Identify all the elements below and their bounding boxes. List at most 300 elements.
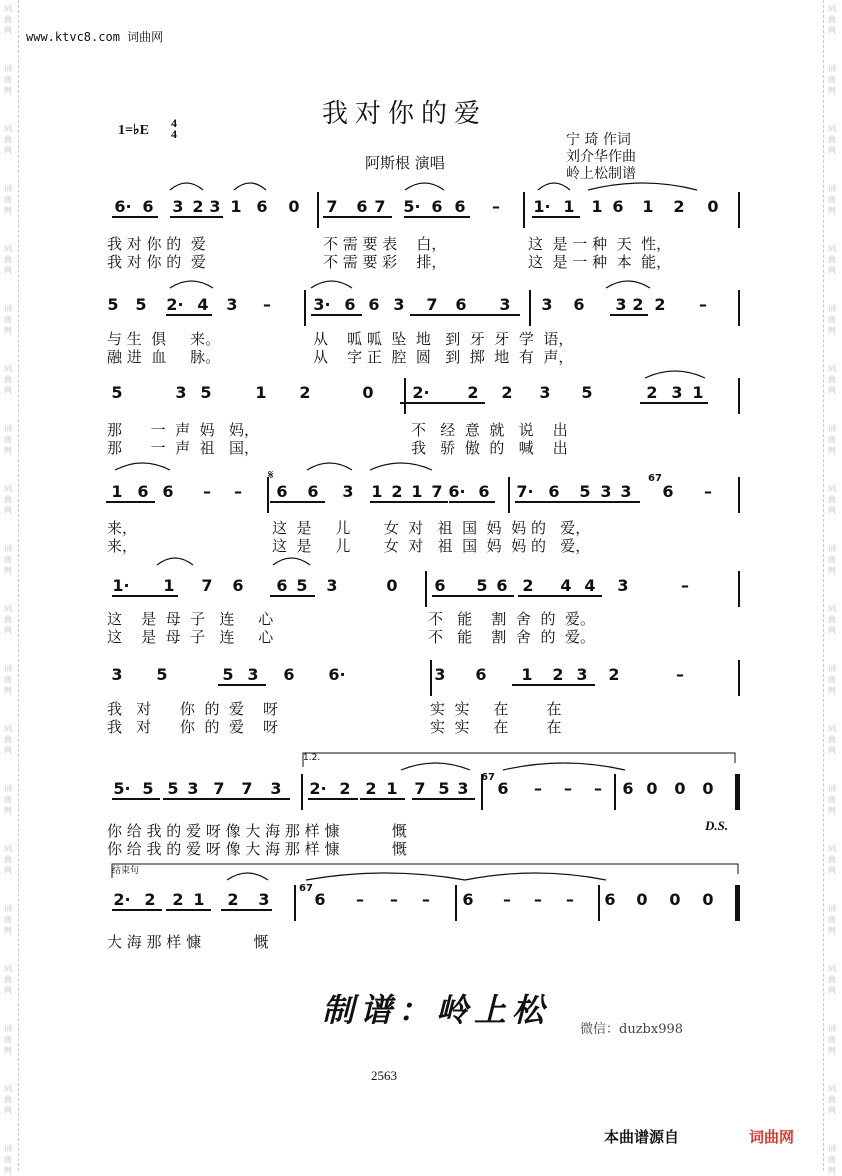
watermark-glyph: 曲	[828, 735, 836, 744]
note: 6·	[328, 665, 346, 684]
lyric-line-2: 融 进 血 脉。	[107, 348, 221, 366]
note: 2	[227, 890, 239, 909]
watermark-glyph: 网	[4, 206, 12, 215]
slur	[370, 463, 432, 470]
ending-label: 结束句	[112, 866, 140, 876]
note: 2·	[412, 383, 430, 402]
watermark-glyph: 网	[828, 146, 836, 155]
note: 6	[356, 197, 368, 216]
watermark-glyph: 词	[4, 64, 12, 73]
note: 3	[615, 295, 627, 314]
watermark-glyph: 词	[4, 244, 12, 253]
note: 2	[467, 383, 479, 402]
watermark-glyph: 曲	[4, 1155, 12, 1164]
note: –	[503, 890, 511, 909]
watermark-glyph: 曲	[4, 495, 12, 504]
watermark-glyph: 曲	[4, 1035, 12, 1044]
watermark-glyph: 网	[828, 746, 836, 755]
meter-bottom: 4	[171, 127, 177, 141]
note: 2	[522, 576, 534, 595]
note: 2	[552, 665, 564, 684]
watermark-glyph: 曲	[828, 675, 836, 684]
note: –	[390, 890, 398, 909]
lyric-line-2: 来，	[107, 537, 138, 555]
note: 7	[213, 779, 225, 798]
watermark-glyph: 网	[4, 326, 12, 335]
watermark-glyph: 曲	[4, 795, 12, 804]
note: 6	[283, 665, 295, 684]
watermark-glyph: 词	[828, 1024, 836, 1033]
watermark-glyph: 词	[828, 484, 836, 493]
note: –	[534, 779, 542, 798]
slur	[645, 371, 705, 378]
note: 6	[462, 890, 474, 909]
lyric-line-2: 这 是 儿 女 对 祖 国 妈 妈 的 爱，	[272, 537, 591, 555]
watermark-glyph: 网	[4, 26, 12, 35]
lyric-line-1: 来，	[107, 519, 138, 537]
watermark-glyph: 词	[828, 184, 836, 193]
watermark-glyph: 曲	[828, 75, 836, 84]
watermark-glyph: 曲	[828, 1155, 836, 1164]
note: 6	[475, 665, 487, 684]
watermark-glyph: 网	[4, 506, 12, 515]
lyric-line-2: 那 一 声 祖 国，	[107, 439, 259, 457]
note: 5	[107, 295, 119, 314]
watermark-glyph: 词	[4, 4, 12, 13]
watermark-glyph: 词	[828, 124, 836, 133]
slur	[157, 558, 193, 565]
watermark-glyph: 曲	[828, 255, 836, 264]
note: 3	[600, 482, 612, 501]
watermark-glyph: 词	[828, 604, 836, 613]
site-url[interactable]: www.ktvc8.com 词曲网	[26, 30, 164, 44]
watermark-glyph: 词	[4, 904, 12, 913]
watermark-glyph: 网	[828, 266, 836, 275]
note: –	[699, 295, 707, 314]
slur	[465, 873, 606, 880]
note: 5	[142, 779, 154, 798]
note: 6	[604, 890, 616, 909]
watermark-glyph: 词	[828, 724, 836, 733]
note: 2·	[309, 779, 327, 798]
slur	[307, 463, 352, 470]
slur	[234, 183, 266, 190]
watermark-glyph: 曲	[4, 315, 12, 324]
note: 2	[365, 779, 377, 798]
watermark-glyph: 曲	[828, 855, 836, 864]
note: 1	[193, 890, 205, 909]
key-signature: 1=♭E	[118, 123, 149, 138]
lyric-line-1: 从 呱 呱 坠 地 到 牙 牙 学 语，	[313, 330, 574, 348]
watermark-glyph: 词	[4, 724, 12, 733]
slur	[538, 183, 570, 190]
note: 5	[167, 779, 179, 798]
note: 7	[431, 482, 443, 501]
note: 6	[434, 576, 446, 595]
note: 6	[162, 482, 174, 501]
note: 3	[620, 482, 632, 501]
slur	[401, 763, 470, 770]
note: 2·	[113, 890, 131, 909]
watermark-glyph: 网	[4, 746, 12, 755]
watermark-glyph: 词	[828, 1084, 836, 1093]
note: 6	[573, 295, 585, 314]
watermark-glyph: 网	[4, 686, 12, 695]
lyric-line-1: 那 一 声 妈 妈，	[107, 421, 259, 439]
note: 3	[172, 197, 184, 216]
note: 1	[521, 665, 533, 684]
watermark-glyph: 曲	[828, 315, 836, 324]
note: 3	[457, 779, 469, 798]
note: 6	[455, 295, 467, 314]
watermark-glyph: 词	[828, 244, 836, 253]
watermark-glyph: 词	[828, 64, 836, 73]
note: –	[356, 890, 364, 909]
note: 2	[501, 383, 513, 402]
note: 2	[299, 383, 311, 402]
watermark-glyph: 网	[828, 566, 836, 575]
watermark-glyph: 网	[4, 986, 12, 995]
transcriber-credit: 岭上松制谱	[566, 166, 636, 182]
slur	[273, 558, 310, 565]
watermark-glyph: 网	[828, 86, 836, 95]
note: 7·	[516, 482, 534, 501]
volta-label: 1.2.	[303, 753, 321, 763]
lyric-line-2: 从 字 正 腔 圆 到 掷 地 有 声，	[313, 348, 574, 366]
note: 6	[137, 482, 149, 501]
slur	[311, 281, 352, 288]
lyric-line-1: 大 海 那 样 慷 慨	[107, 933, 269, 951]
note: –	[534, 890, 542, 909]
lyric-line-2: 不 需 要 彩 排，	[323, 253, 447, 271]
watermark-glyph: 曲	[828, 615, 836, 624]
note: 1	[255, 383, 267, 402]
note: 5	[135, 295, 147, 314]
watermark-glyph: 词	[4, 424, 12, 433]
watermark-glyph: 网	[828, 686, 836, 695]
watermark-glyph: 网	[4, 266, 12, 275]
slur	[588, 183, 697, 190]
meter-top: 4	[171, 116, 177, 130]
note: 6	[344, 295, 356, 314]
note: 1	[563, 197, 575, 216]
note: 0	[362, 383, 374, 402]
note: 5·	[403, 197, 421, 216]
watermark-glyph: 网	[4, 86, 12, 95]
note: 5	[200, 383, 212, 402]
note: 3	[258, 890, 270, 909]
lyric-line-1: 这 是 儿 女 对 祖 国 妈 妈 的 爱，	[272, 519, 591, 537]
lyricist-credit: 宁 琦 作词	[566, 132, 631, 148]
note: 1	[386, 779, 398, 798]
watermark-glyph: 词	[4, 784, 12, 793]
note: 6	[478, 482, 490, 501]
note: 6	[612, 197, 624, 216]
watermark-glyph: 曲	[4, 1095, 12, 1104]
note: –	[681, 576, 689, 595]
note: 7	[326, 197, 338, 216]
watermark-glyph: 曲	[4, 75, 12, 84]
composer-credit: 刘介华作曲	[566, 149, 636, 165]
note: 1·	[533, 197, 551, 216]
note: 6	[276, 576, 288, 595]
watermark-glyph: 词	[828, 4, 836, 13]
note: 3	[539, 383, 551, 402]
note: 2·	[166, 295, 184, 314]
ds-mark: D.S.	[705, 818, 729, 833]
note: –	[676, 665, 684, 684]
note: 6	[662, 482, 674, 501]
note: 1	[411, 482, 423, 501]
watermark-glyph: 网	[4, 926, 12, 935]
watermark-glyph: 词	[828, 904, 836, 913]
watermark-glyph: 曲	[4, 375, 12, 384]
note: 2	[632, 295, 644, 314]
watermark-glyph: 词	[4, 964, 12, 973]
watermark-glyph: 网	[828, 926, 836, 935]
note: 3	[393, 295, 405, 314]
note: 6	[368, 295, 380, 314]
note: 6	[622, 779, 634, 798]
volta-bracket	[112, 864, 738, 878]
note: 1	[163, 576, 175, 595]
watermark-glyph: 词	[828, 544, 836, 553]
watermark-glyph: 网	[828, 1166, 836, 1175]
singer-credit: 阿斯根 演唱	[365, 154, 445, 172]
note: 6	[431, 197, 443, 216]
watermark-glyph: 词	[4, 364, 12, 373]
lyric-line-1: 不 能 割 舍 的 爱。	[428, 610, 595, 628]
note: 1	[230, 197, 242, 216]
note: 6	[276, 482, 288, 501]
lyric-line-2: 你 给 我 的 爱 呀 像 大 海 那 样 慷 慨	[107, 840, 407, 858]
note: 5	[438, 779, 450, 798]
note: 1	[111, 482, 123, 501]
watermark-glyph: 曲	[4, 15, 12, 24]
note: 2	[391, 482, 403, 501]
note: 2	[144, 890, 156, 909]
note: –	[564, 779, 572, 798]
note: 3·	[313, 295, 331, 314]
slur	[503, 763, 625, 770]
grace-note: 67	[299, 883, 313, 894]
note: 6	[256, 197, 268, 216]
note: 6	[142, 197, 154, 216]
note: 2	[654, 295, 666, 314]
lyric-line-1: 与 生 俱 来。	[107, 330, 221, 348]
note: 3	[671, 383, 683, 402]
watermark-glyph: 曲	[828, 435, 836, 444]
lyric-line-1: 实 实 在 在	[430, 700, 562, 718]
source-brand[interactable]: 词曲网	[749, 1128, 795, 1146]
watermark-glyph: 词	[4, 544, 12, 553]
segno-sign: 𝄋	[268, 468, 274, 483]
note: 5	[111, 383, 123, 402]
watermark-glyph: 曲	[4, 735, 12, 744]
note: 6	[496, 576, 508, 595]
note: 7	[374, 197, 386, 216]
watermark-glyph: 曲	[828, 195, 836, 204]
note: 0	[702, 779, 714, 798]
watermark-glyph: 曲	[828, 495, 836, 504]
watermark-glyph: 曲	[828, 795, 836, 804]
note: 3	[342, 482, 354, 501]
watermark-glyph: 网	[828, 446, 836, 455]
lyric-line-2: 我 骄 傲 的 喊 出	[411, 439, 568, 457]
slur	[170, 281, 213, 288]
watermark-glyph: 网	[828, 326, 836, 335]
note: 4	[197, 295, 209, 314]
note: 3	[111, 665, 123, 684]
lyric-line-2: 实 实 在 在	[430, 718, 562, 736]
note: 0	[646, 779, 658, 798]
watermark-glyph: 词	[4, 1084, 12, 1093]
watermark-glyph: 曲	[828, 15, 836, 24]
note: 1	[371, 482, 383, 501]
watermark-glyph: 网	[4, 626, 12, 635]
slur	[606, 281, 650, 288]
note: 2	[608, 665, 620, 684]
watermark-glyph: 曲	[828, 555, 836, 564]
watermark-glyph: 网	[828, 1046, 836, 1055]
lyric-line-1: 这 是 一 种 天 性，	[528, 235, 672, 253]
lyric-line-2: 我 对 你 的 爱 呀	[107, 718, 279, 736]
slur	[115, 463, 170, 470]
watermark-glyph: 词	[828, 784, 836, 793]
watermark-glyph: 词	[4, 604, 12, 613]
note: 7	[241, 779, 253, 798]
watermark-glyph: 曲	[828, 135, 836, 144]
note: 5	[296, 576, 308, 595]
watermark-glyph: 词	[4, 304, 12, 313]
note: 0	[636, 890, 648, 909]
watermark-glyph: 网	[4, 866, 12, 875]
slur	[170, 183, 203, 190]
note: 3	[541, 295, 553, 314]
watermark-glyph: 网	[828, 806, 836, 815]
note: 1	[642, 197, 654, 216]
note: 0	[669, 890, 681, 909]
note: 0	[702, 890, 714, 909]
watermark-glyph: 词	[828, 304, 836, 313]
watermark-glyph: 词	[4, 844, 12, 853]
watermark-glyph: 曲	[4, 195, 12, 204]
note: 6	[548, 482, 560, 501]
note: 7	[414, 779, 426, 798]
note: 3	[499, 295, 511, 314]
watermark-glyph: 曲	[4, 555, 12, 564]
watermark-glyph: 网	[4, 386, 12, 395]
watermark-glyph: 网	[828, 386, 836, 395]
song-title: 我对你的爱	[322, 99, 488, 129]
note: 6·	[448, 482, 466, 501]
watermark-glyph: 网	[4, 146, 12, 155]
watermark-glyph: 词	[4, 124, 12, 133]
note: 5	[222, 665, 234, 684]
slur	[306, 873, 465, 880]
watermark-glyph: 词	[4, 664, 12, 673]
watermark-glyph: 网	[828, 866, 836, 875]
watermark-glyph: 网	[828, 506, 836, 515]
note: 3	[576, 665, 588, 684]
lyric-line-2: 这 是 一 种 本 能，	[528, 253, 672, 271]
watermark-glyph: 词	[828, 964, 836, 973]
lyric-line-2: 这 是 母 子 连 心	[107, 628, 274, 646]
note: –	[566, 890, 574, 909]
lyric-line-1: 不 经 意 就 说 出	[411, 421, 568, 439]
note: 6	[232, 576, 244, 595]
note: 2	[673, 197, 685, 216]
watermark-glyph: 网	[4, 1046, 12, 1055]
lyric-line-2: 我 对 你 的 爱	[107, 253, 206, 271]
watermark-glyph: 曲	[4, 675, 12, 684]
note: 6	[307, 482, 319, 501]
watermark-glyph: 曲	[828, 975, 836, 984]
note: 3	[187, 779, 199, 798]
watermark-glyph: 词	[828, 664, 836, 673]
note: –	[704, 482, 712, 501]
watermark-glyph: 网	[828, 1106, 836, 1115]
note: 5	[581, 383, 593, 402]
note: –	[203, 482, 211, 501]
note: 2	[172, 890, 184, 909]
watermark-glyph: 曲	[4, 435, 12, 444]
note: 3	[617, 576, 629, 595]
note: 6	[454, 197, 466, 216]
note: 3	[270, 779, 282, 798]
watermark-glyph: 曲	[828, 375, 836, 384]
note: 0	[707, 197, 719, 216]
slur	[227, 873, 268, 880]
note: 5	[156, 665, 168, 684]
note: 3	[326, 576, 338, 595]
note: 2	[339, 779, 351, 798]
watermark-glyph: 词	[4, 184, 12, 193]
note: 2	[646, 383, 658, 402]
watermark-glyph: 词	[828, 844, 836, 853]
note: –	[422, 890, 430, 909]
note: 0	[288, 197, 300, 216]
watermark-glyph: 网	[4, 1166, 12, 1175]
lyric-line-1: 不 需 要 表 白，	[323, 235, 447, 253]
watermark-glyph: 网	[4, 446, 12, 455]
lyric-line-1: 我 对 你 的 爱	[107, 235, 206, 253]
watermark-glyph: 网	[4, 566, 12, 575]
note: 3	[226, 295, 238, 314]
note: 0	[386, 576, 398, 595]
note: 3	[209, 197, 221, 216]
note: –	[263, 295, 271, 314]
note: –	[492, 197, 500, 216]
watermark-glyph: 曲	[828, 915, 836, 924]
watermark-glyph: 曲	[4, 915, 12, 924]
watermark-glyph: 词	[4, 484, 12, 493]
note: –	[594, 779, 602, 798]
watermark-glyph: 词	[4, 1024, 12, 1033]
lyric-line-1: 这 是 母 子 连 心	[107, 610, 274, 628]
note: 3	[434, 665, 446, 684]
watermark-glyph: 曲	[4, 135, 12, 144]
note: 4	[584, 576, 596, 595]
page-number: 2563	[371, 1068, 397, 1083]
grace-note: 67	[648, 473, 662, 484]
note: 3	[175, 383, 187, 402]
watermark-glyph: 词	[828, 1144, 836, 1153]
signature-logo: 制谱：岭上松	[322, 991, 551, 1029]
watermark-glyph: 网	[828, 626, 836, 635]
note: 2	[192, 197, 204, 216]
note: 5·	[113, 779, 131, 798]
